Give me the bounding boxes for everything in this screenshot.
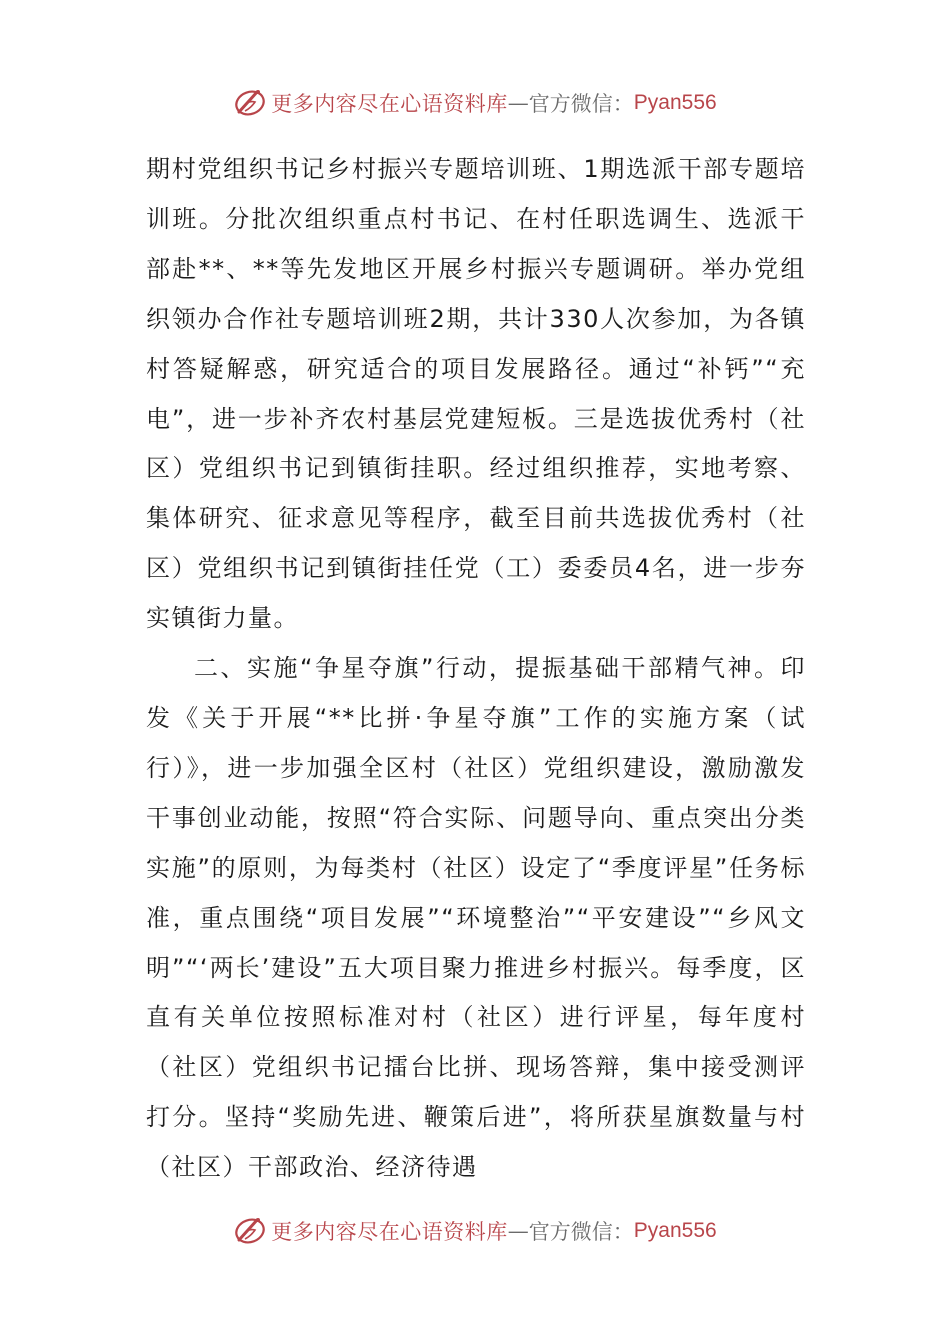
footer-banner: [0, 1211, 950, 1251]
pen-signature-icon: [233, 86, 267, 120]
document-body: [146, 145, 806, 1193]
body-paragraph-1: 期村党组织书记乡村振兴专题培训班、1期选派干部专题培训班。分批次组织重点村书记、在村任职选调生、选派干部赴**、**等先发地区开展乡村振兴专题调研。举办党组织领办合作社专题培训班2期，共计330人次参加，为各镇村答疑解惑，研究适合的项目发展路径。通过“补钙”“充电”，进一步补齐农村基层党建短板。三是选拔优秀村（社区）党组织书记到镇街挂职。经过组织推荐，实地考察、集体研究、征求意见等程序，截至目前共选拔优秀村（社区）党组织书记到镇街挂任党（工）委委员4名，进一步夯实镇街力量。: [146, 155, 806, 633]
banner-dash: —: [507, 91, 529, 115]
banner-official-label: 官方微信：: [528, 92, 634, 116]
banner-text: 更多内容尽在心语资料库: [271, 1220, 508, 1244]
banner-text: 更多内容尽在心语资料库: [271, 92, 508, 116]
banner-official-label: 官方微信：: [528, 1220, 634, 1244]
banner-wechat-id: Pyan556: [633, 1219, 717, 1242]
pen-signature-icon: [233, 1214, 267, 1248]
body-paragraph-2: 二、实施“争星夺旗”行动，提振基础干部精气神。印发《关于开展“**比拼·争星夺旗”工作的实施方案（试行）》，进一步加强全区村（社区）党组织建设，激励激发干事创业动能，按照“符合实际、问题导向、重点突出分类实施”的原则，为每类村（社区）设定了“季度评星”任务标准，重点围绕“项目发展”“环境整治”“平安建设”“乡风文明”“‘两长’建设”五大项目聚力推进乡村振兴。每季度，区直有关单位按照标准对村（社区）进行评星，每年度村（社区）党组织书记擂台比拼、现场答辩，集中接受测评打分。坚持“奖励先进、鞭策后进”，将所获星旗数量与村（社区）干部政治、经济待遇: [146, 654, 806, 1182]
banner-wechat-id: Pyan556: [633, 91, 717, 114]
header-banner: [0, 83, 950, 123]
banner-dash: —: [507, 1219, 529, 1243]
